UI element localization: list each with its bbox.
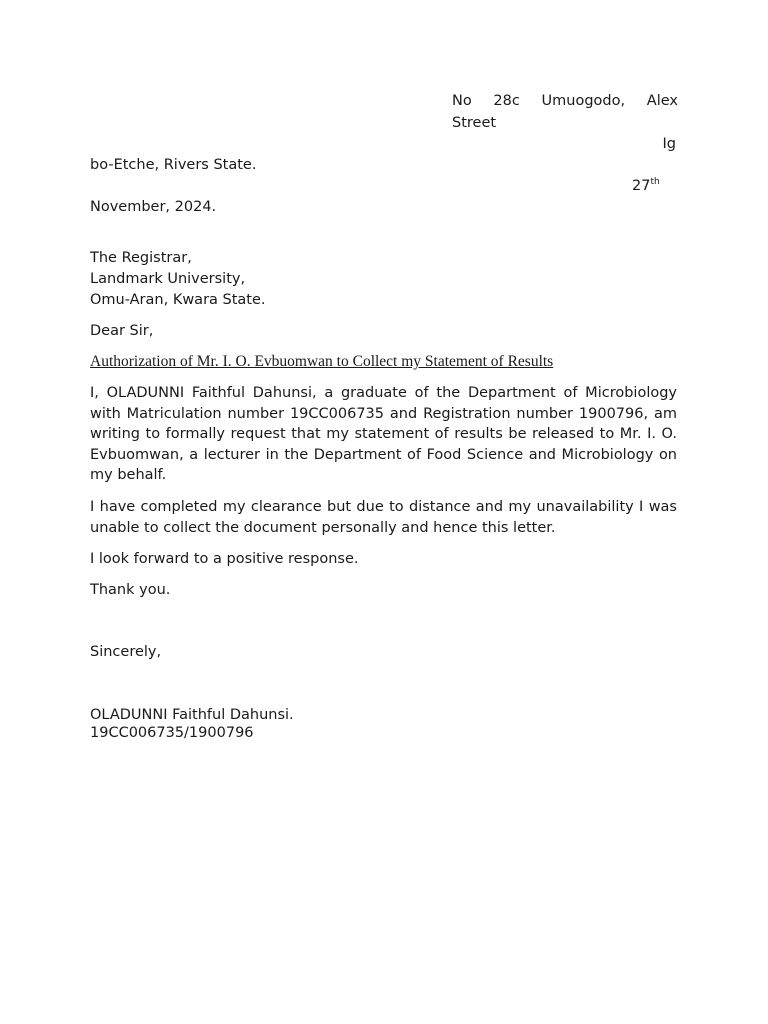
recipient-line-3: Omu-Aran, Kwara State. bbox=[90, 292, 266, 308]
body-paragraph-4: Thank you. bbox=[90, 582, 171, 598]
sender-address-line-4: bo-Etche, Rivers State. bbox=[90, 157, 257, 173]
recipient-address bbox=[90, 248, 266, 311]
subject-line: Authorization of Mr. I. O. Evbuomwan to Collect my Statement of Results bbox=[90, 353, 554, 370]
salutation: Dear Sir, bbox=[90, 323, 154, 339]
sender-address-line-1: No 28c Umuogodo, Alex bbox=[452, 93, 678, 109]
sign-off: Sincerely, bbox=[90, 644, 162, 660]
letter-date-day bbox=[632, 176, 660, 196]
date-day: 27 bbox=[632, 178, 651, 194]
signer-name: OLADUNNI Faithful Dahunsi. bbox=[90, 707, 294, 723]
sender-address-line-3: Ig bbox=[662, 136, 676, 152]
body-paragraph-1: I, OLADUNNI Faithful Dahunsi, a graduate of the Department of Microbiology with Matriculation number 19CC006735 and Registration number 1900796, am writing to formally request that my statement of results be released to Mr. I. O. Evbuomwan, a lecturer in the Department of Food Science and Microbiology on my behalf. bbox=[90, 385, 677, 484]
recipient-line-1: The Registrar, bbox=[90, 250, 192, 266]
body-paragraph-3: I look forward to a positive response. bbox=[90, 551, 359, 567]
body-paragraph-2: I have completed my clearance but due to distance and my unavailability I was unable to collect the document personally and hence this letter. bbox=[90, 499, 677, 536]
sender-address-line-2: Street bbox=[452, 115, 497, 131]
date-suffix: th bbox=[650, 177, 660, 188]
letter-date-rest: November, 2024. bbox=[90, 199, 217, 215]
recipient-line-2: Landmark University, bbox=[90, 271, 246, 287]
signer-ids: 19CC006735/1900796 bbox=[90, 725, 254, 741]
